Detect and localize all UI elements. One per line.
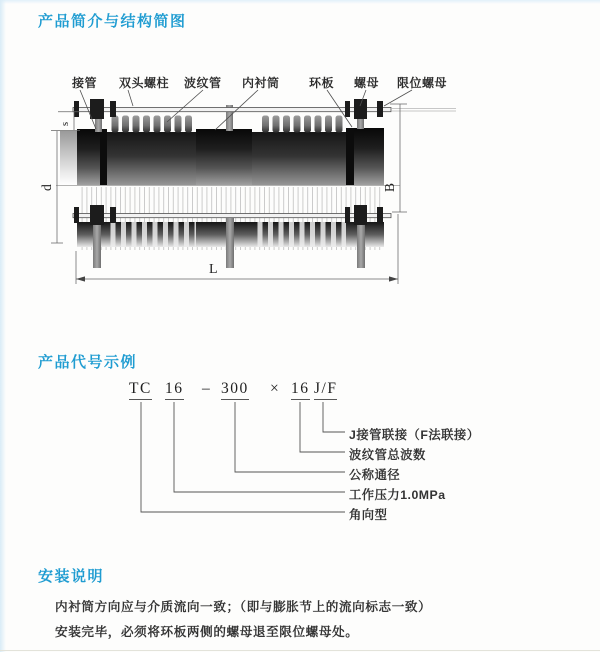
label-connecting-pipe: 接管	[72, 76, 98, 90]
callout-pressure: 工作压力1.0MPa	[349, 488, 446, 502]
dim-arrow-left	[76, 276, 85, 281]
section-title-intro: 产品简介与结构简图	[38, 13, 187, 30]
callout-connection: J接管联接（F法联接）	[349, 428, 480, 442]
product-code-figure	[125, 380, 585, 540]
install-line-2: 安装完毕，必须将环板两侧的螺母退至限位螺母处。	[55, 625, 359, 639]
code-part-dash: –	[202, 380, 212, 397]
lower-stud-right	[357, 218, 365, 268]
code-callout-lines	[125, 380, 565, 535]
code-part-type: TC	[129, 380, 152, 400]
lower-bellows-right	[252, 222, 346, 247]
bellows-left	[107, 132, 196, 185]
dim-l-label: L	[209, 262, 218, 277]
label-inner-sleeve: 内衬筒	[242, 76, 280, 90]
install-instructions	[55, 595, 431, 645]
lower-stud-center	[226, 218, 234, 268]
section-title-code: 产品代号示例	[38, 354, 138, 371]
lower-tie-rod	[73, 214, 391, 218]
callout-type: 角向型	[349, 508, 388, 522]
center-collar	[196, 129, 252, 185]
label-double-end-stud: 双头螺柱	[119, 76, 170, 90]
page-bottom-rule	[0, 650, 600, 651]
dim-d-label: d	[39, 184, 54, 191]
install-line-1: 内衬筒方向应与介质流向一致；（即与膨胀节上的流向标志一致）	[55, 600, 432, 614]
pipe-stub-left	[60, 131, 78, 185]
label-ring-plate: 环板	[309, 76, 335, 90]
bellows-right	[252, 132, 346, 185]
dim-b-label: B	[382, 182, 397, 192]
ring-plate-left	[100, 129, 107, 185]
code-part-multiply: ×	[270, 380, 281, 397]
code-part-pressure: 16	[165, 380, 184, 400]
dim-s-label: s	[60, 121, 71, 126]
structure-diagram-svg	[35, 66, 465, 294]
code-part-diameter: 300	[221, 380, 249, 400]
label-limit-nut: 限位螺母	[397, 76, 448, 90]
dim-arrow-right	[389, 276, 398, 281]
callout-diameter: 公称通径	[349, 468, 401, 482]
page-edge-top-tint	[0, 0, 600, 4]
code-part-connection: J/F	[314, 380, 337, 400]
label-bellows: 波纹管	[184, 76, 222, 90]
section-title-install: 安装说明	[38, 568, 105, 585]
lower-stud-left	[93, 218, 101, 268]
code-part-waves: 16	[291, 380, 310, 400]
page-edge-left-tint	[0, 0, 6, 652]
upper-tie-rod	[73, 108, 391, 112]
ring-plate-right	[346, 128, 354, 185]
callout-waves: 波纹管总波数	[349, 448, 426, 462]
label-nut: 螺母	[354, 76, 380, 90]
lower-bellows-left	[107, 222, 196, 247]
structure-diagram	[35, 66, 465, 294]
